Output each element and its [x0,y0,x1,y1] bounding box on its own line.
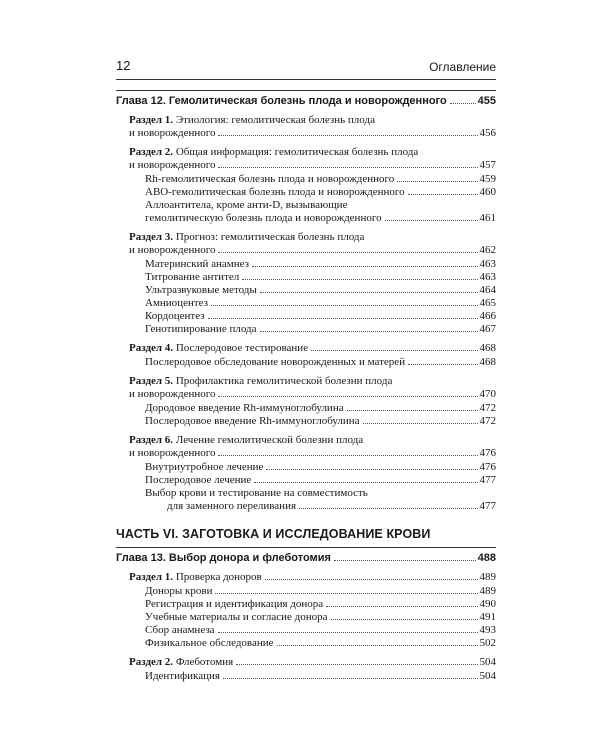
toc-item-text: Титрование антител [145,271,240,283]
section-label: Раздел 1. [129,571,174,583]
toc-item-text: Выбор крови и тестирование на совместимость [145,487,368,499]
ch13-section-1 [116,571,496,650]
toc-item-page: 489 [479,585,496,597]
part-6-title[interactable]: ЧАСТЬ VI. ЗАГОТОВКА И ИССЛЕДОВАНИЕ КРОВИ [116,527,431,541]
leader-dots [218,135,477,136]
toc-item-page: 461 [479,212,496,224]
toc-item[interactable] [145,461,496,474]
toc-item-text-cont: гемолитическую болезнь плода и новорожденного [145,212,382,224]
leader-dots [242,279,477,280]
ch12-section-2 [116,146,496,225]
toc-item-text: Материнский анамнез [145,258,249,270]
leader-dots [260,292,478,293]
toc-item-text: Послеродовое лечение [145,474,252,486]
leader-dots [215,593,477,594]
leader-dots [299,508,477,509]
toc-item[interactable] [145,186,496,199]
chapter-13-title: Глава 13. Выбор донора и флеботомия [116,552,331,564]
ch12-section-4 [116,342,496,369]
leader-dots [218,632,478,633]
section-page: 462 [479,244,496,256]
ch12-section-5-items [129,402,496,428]
leader-dots [326,606,477,607]
section-label: Раздел 2. [129,146,174,158]
leader-dots [385,220,478,221]
section-page: 456 [479,127,496,139]
section-label: Раздел 6. [129,434,174,446]
running-header-title: Оглавление [429,60,496,74]
leader-dots [311,350,477,351]
leader-dots [254,482,477,483]
chapter-12-page: 455 [477,95,496,107]
toc-item[interactable] [145,637,496,650]
chapter-12-title: Глава 12. Гемолитическая болезнь плода и новорожденного [116,95,447,107]
toc-item-text: Кордоцентез [145,310,205,322]
leader-dots [266,469,477,470]
toc-item[interactable] [145,284,496,297]
ch12-section-3 [116,231,496,336]
section-label: Раздел 3. [129,231,174,243]
toc-item-page: 476 [479,461,496,473]
section-text: Прогноз: гемолитическая болезнь плода [175,231,365,243]
section-text-cont: и новорожденного [129,388,216,400]
ch12-section-1 [116,114,496,140]
ch12-section-5 [116,375,496,428]
section-page: 457 [479,159,496,171]
ch13-section-2 [116,656,496,683]
toc-item[interactable] [145,585,496,598]
toc-item-text: Ультразвуковые методы [145,284,257,296]
toc-item-text: Учебные материалы и согласие донора [145,611,328,623]
leader-dots [334,560,476,561]
section-text: Флеботомия [175,656,234,668]
toc-item-page: 472 [479,402,496,414]
ch12-section-1-line[interactable] [129,127,496,140]
toc-item-page: 465 [479,297,496,309]
leader-dots [208,318,478,319]
section-label: Раздел 2. [129,656,174,668]
section-label: Раздел 5. [129,375,174,387]
toc-item-page: 504 [479,670,496,682]
leader-dots [260,331,478,332]
chapter-13-block [116,547,496,683]
toc-item-page: 490 [479,598,496,610]
ch12-section-4-items [129,356,496,369]
section-page: 504 [479,656,496,668]
section-label: Раздел 4. [129,342,174,354]
toc-item[interactable] [145,271,496,284]
leader-dots [218,167,477,168]
toc-item[interactable] [145,500,496,513]
leader-dots [363,423,478,424]
section-text: Проверка доноров [175,571,262,583]
ch12-section-6 [116,434,496,513]
leader-dots [331,619,478,620]
section-text-cont: и новорожденного [129,159,216,171]
toc-item[interactable] [145,297,496,310]
toc-item-text: Идентификация [145,670,220,682]
section-text-cont: и новорожденного [129,127,216,139]
leader-dots [408,364,477,365]
toc-item-text: ABO-гемолитическая болезнь плода и новорожденного [145,186,405,198]
toc-item[interactable] [145,173,496,186]
toc-item-page: 459 [479,173,496,185]
page-number: 12 [116,58,131,73]
leader-dots [265,579,478,580]
toc-item-text: Дородовое введение Rh-иммуноглобулина [145,402,344,414]
toc-item[interactable] [145,611,496,624]
leader-dots [223,678,478,679]
toc-item-text: Rh-гемолитическая болезнь плода и новорожденного [145,173,395,185]
chapter-13-page: 488 [477,552,496,564]
toc-item-text: Регистрация и идентификация донора [145,598,324,610]
section-text: Этиология: гемолитическая болезнь плода [175,114,375,126]
ch12-section-2-items [129,173,496,225]
leader-dots [252,266,478,267]
toc-item-page: 468 [479,356,496,368]
toc-item-text: Послеродовое введение Rh-иммуноглобулина [145,415,360,427]
section-text-cont: и новорожденного [129,244,216,256]
section-page: 468 [479,342,496,354]
ch12-section-2-line[interactable] [129,159,496,172]
leader-dots [277,645,478,646]
leader-dots [450,103,476,104]
leader-dots [211,305,477,306]
chapter-13-title-line[interactable] [116,548,496,565]
toc-item[interactable] [145,258,496,271]
section-text: Профилактика гемолитической болезни плода [175,375,393,387]
ch13-section-2-items [129,670,496,683]
section-text: Лечение гемолитической болезни плода [175,434,364,446]
section-text-cont: и новорожденного [129,447,216,459]
leader-dots [236,664,477,665]
toc-item-page: 466 [479,310,496,322]
leader-dots [347,410,478,411]
toc-item-page: 472 [479,415,496,427]
toc-item-page: 477 [479,474,496,486]
toc-item-text: Доноры крови [145,585,213,597]
toc-item[interactable] [145,624,496,637]
toc-item[interactable] [145,212,496,225]
ch12-section-5-line[interactable] [129,388,496,401]
toc-item-text-cont: для заменного переливания [167,500,297,512]
section-page: 489 [479,571,496,583]
section-text: Послеродовое тестирование [175,342,309,354]
toc-item[interactable] [145,356,496,369]
toc-item[interactable] [145,323,496,336]
toc-item-page: 467 [479,323,496,335]
leader-dots [397,181,477,182]
toc-item-text: Внутриутробное лечение [145,461,264,473]
toc-item[interactable] [145,474,496,487]
toc-item-text: Аллоантитела, кроме анти-D, вызывающие [145,199,348,211]
ch12-section-6-line[interactable] [129,447,496,460]
ch12-section-4-line[interactable] [129,342,496,355]
toc-item-page: 502 [479,637,496,649]
toc-item-text: Послеродовое обследование новорожденных и матерей [145,356,406,368]
section-page: 476 [479,447,496,459]
toc-item-page: 463 [479,271,496,283]
ch13-section-1-line[interactable] [129,571,496,584]
toc-item[interactable] [145,402,496,415]
toc-item-text: Генотипирование плода [145,323,257,335]
toc-item-text: Амниоцентез [145,297,209,309]
chapter-12-title-line[interactable] [116,91,496,108]
section-text: Общая информация: гемолитическая болезнь плода [175,146,419,158]
toc-content [116,90,496,683]
ch12-section-3-items [129,258,496,336]
toc-item-page: 493 [479,624,496,636]
toc-item-text: Сбор анамнеза [145,624,215,636]
leader-dots [218,396,477,397]
leader-dots [218,455,477,456]
toc-item-page: 477 [479,500,496,512]
header-rule [116,79,496,80]
toc-item-page: 464 [479,284,496,296]
ch13-section-1-items [129,585,496,650]
ch12-section-3-line[interactable] [129,244,496,257]
toc-item-page: 491 [479,611,496,623]
chapter-12-block [116,90,496,513]
ch13-section-2-line[interactable] [129,656,496,669]
toc-item[interactable] [145,598,496,611]
section-page: 470 [479,388,496,400]
toc-item[interactable] [145,415,496,428]
leader-dots [408,194,478,195]
leader-dots [218,252,477,253]
toc-item[interactable] [145,310,496,323]
toc-item-page: 463 [479,258,496,270]
ch12-section-6-items [129,461,496,513]
section-label: Раздел 1. [129,114,174,126]
toc-item[interactable] [145,670,496,683]
toc-item-page: 460 [479,186,496,198]
toc-item-text: Физикальное обследование [145,637,274,649]
